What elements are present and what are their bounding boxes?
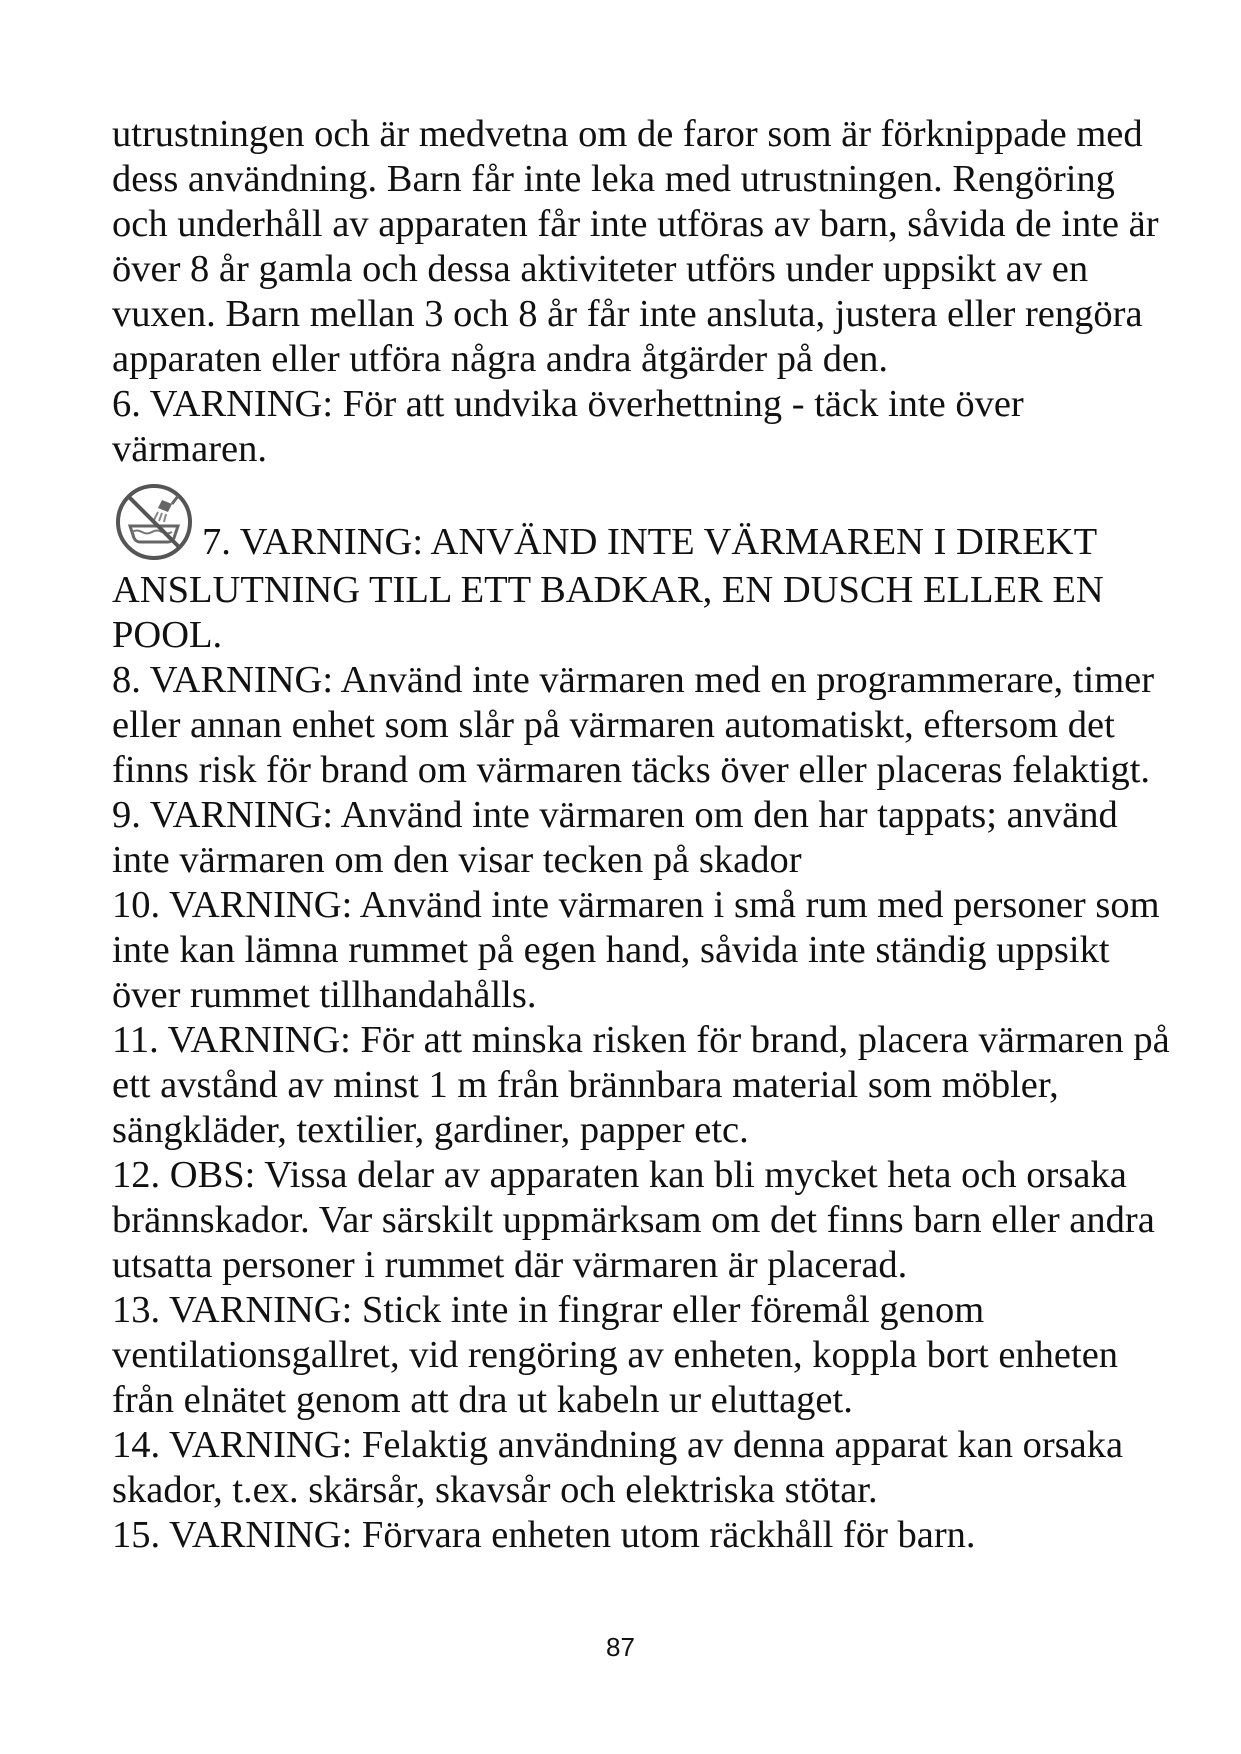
warning-item-7-row (112, 480, 1172, 658)
warning-item-11: 11. VARNING: För att minska risken för brand, placera värmaren på ett avstånd av minst 1 m från brännbara material som möbler, sängkläder, textilier, gardiner, papper etc. (112, 1019, 1170, 1151)
no-bath-shower-icon (112, 480, 200, 568)
warning-item-14: 14. VARNING: Felaktig användning av denna apparat kan orsaka skador, t.ex. skärsår, skavsår och elektriska stötar. (112, 1424, 1124, 1511)
intro-paragraph: utrustningen och är medvetna om de faror som är förknippade med dess användning. Barn får inte leka med utrustningen. Rengöring och underhåll av apparaten får inte utföras av barn, såvida de inte är över 8 år gamla och dessa aktiviteter utförs under uppsikt av en vuxen. Barn mellan 3 och 8 år får inte ansluta, justera eller rengöra apparaten eller utföra några andra åtgärder på den. (112, 113, 1159, 380)
warning-item-7: 7. VARNING: ANVÄND INTE VÄRMAREN I DIREKT ANSLUTNING TILL ETT BADKAR, EN DUSCH ELLER EN POOL. (112, 521, 1104, 656)
warning-item-15: 15. VARNING: Förvara enheten utom räckhåll för barn. (112, 1514, 976, 1556)
warning-item-12: 12. OBS: Vissa delar av apparaten kan bli mycket heta och orsaka brännskador. Var särskilt uppmärksam om det finns barn eller andra utsatta personer i rummet där värmaren är placerad. (112, 1154, 1155, 1286)
warning-item-13: 13. VARNING: Stick inte in fingrar eller föremål genom ventilationsgallret, vid rengöring av enheten, koppla bort enheten från elnätet genom att dra ut kabeln ur eluttaget. (112, 1289, 1119, 1421)
warning-item-8: 8. VARNING: Använd inte värmaren med en programmerare, timer eller annan enhet som slår på värmaren automatiskt, eftersom det finns risk för brand om värmaren täcks över eller placeras felaktigt. (112, 659, 1155, 791)
warning-item-9: 9. VARNING: Använd inte värmaren om den har tappats; använd inte värmaren om den visar tecken på skador (112, 794, 1118, 881)
warning-item-6: 6. VARNING: För att undvika överhettning - täck inte över värmaren. (112, 383, 1024, 470)
page-number: 87 (606, 1632, 635, 1662)
warning-item-10: 10. VARNING: Använd inte värmaren i små rum med personer som inte kan lämna rummet på egen hand, såvida inte ständig uppsikt över rummet tillhandahålls. (112, 884, 1160, 1016)
document-body (112, 112, 1172, 1558)
